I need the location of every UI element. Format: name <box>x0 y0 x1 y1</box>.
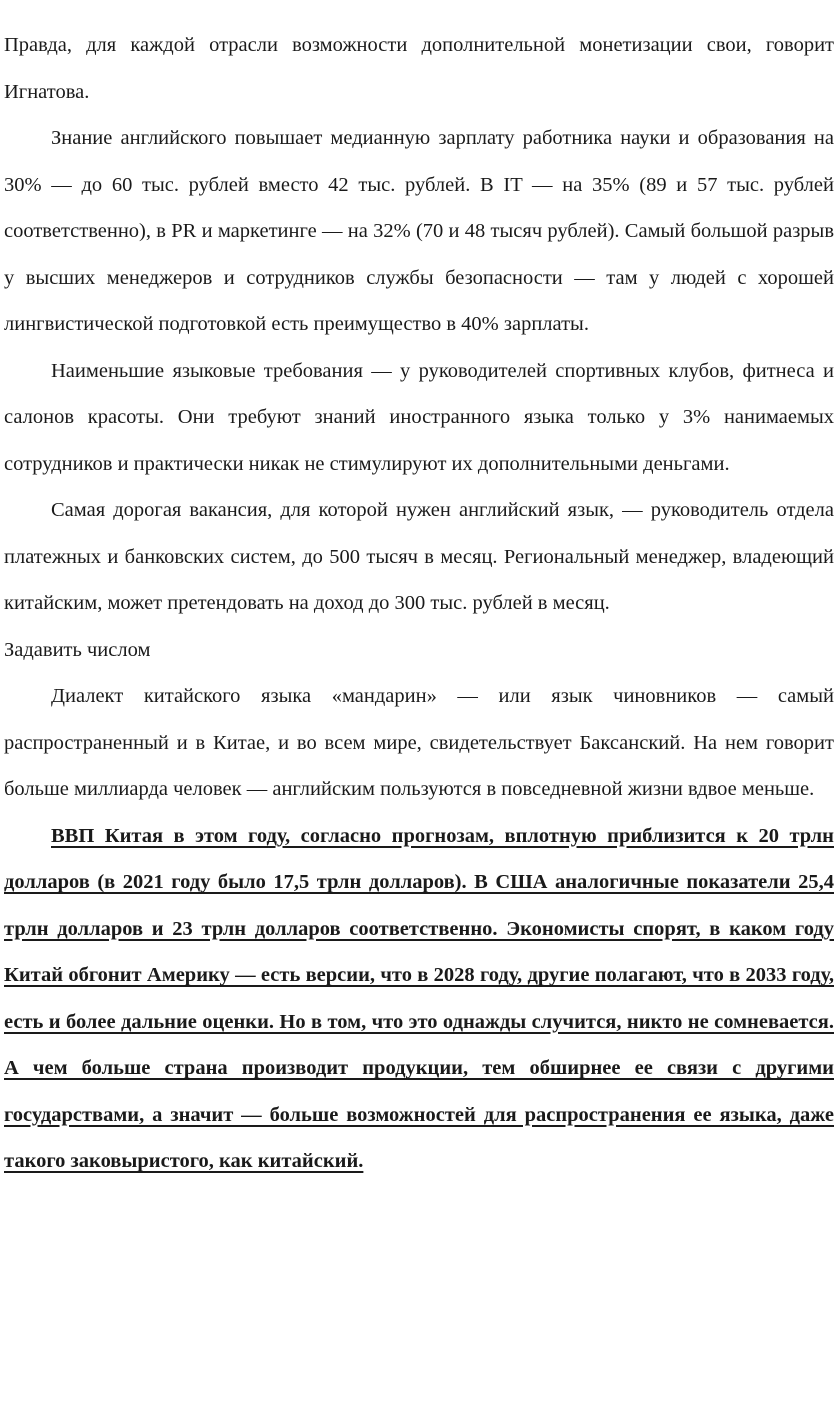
paragraph-language-requirements: Наименьшие языковые требования — у руководителей спортивных клубов, фитнеса и салонов красоты. Они требуют знаний иностранного языка только у 3% нанимаемых сотрудников и практически никак не стимулируют их дополнительными деньгами. <box>4 359 834 475</box>
paragraph-english-salary: Знание английского повышает медианную зарплату работника науки и образования на 30% — до 60 тыс. рублей вместо 42 тыс. рублей. В IT — на 35% (89 и 57 тыс. рублей соответственно), в PR и маркетинге — на 32% (70 и 48 тысяч рублей). Самый большой разрыв у высших менеджеров и сотрудников службы безопасности — там у людей с хорошей лингвистической подготовкой есть преимущество в 40% зарплаты. <box>4 127 834 335</box>
paragraph-monetization: Правда, для каждой отрасли возможности дополнительной монетизации свои, говорит Игнатова. <box>4 34 834 103</box>
paragraph-expensive-vacancy: Самая дорогая вакансия, для которой нужен английский язык, — руководитель отдела платежных и банковских систем, до 500 тысяч в месяц. Региональный менеджер, владеющий китайским, может претендовать на доход до 300 тыс. рублей в месяц. <box>4 499 834 614</box>
document-page <box>4 22 834 1185</box>
paragraph-china-gdp: ВВП Китая в этом году, согласно прогнозам, вплотную приблизится к 20 трлн долларов (в 2021 году было 17,5 трлн долларов). В США аналогичные показатели 25,4 трлн долларов и 23 трлн долларов соответственно. Экономисты спорят, в каком году Китай обгонит Америку — есть версии, что в 2028 году, другие полагают, что в 2033 году, есть и более дальние оценки. Но в том, что это однажды случится, никто не сомневается. А чем больше страна производит продукции, тем обширнее ее связи с другими государствами, а значит — больше возможностей для распространения ее языка, даже такого заковыристого, как китайский. <box>4 824 834 1172</box>
section-heading: Задавить числом <box>4 638 151 661</box>
paragraph-mandarin-dialect: Диалект китайского языка «мандарин» — или язык чиновников — самый распространенный и в Китае, и во всем мире, свидетельствует Баксанский. На нем говорит больше миллиарда человек — английским пользуются в повседневной жизни вдвое меньше. <box>4 685 834 800</box>
